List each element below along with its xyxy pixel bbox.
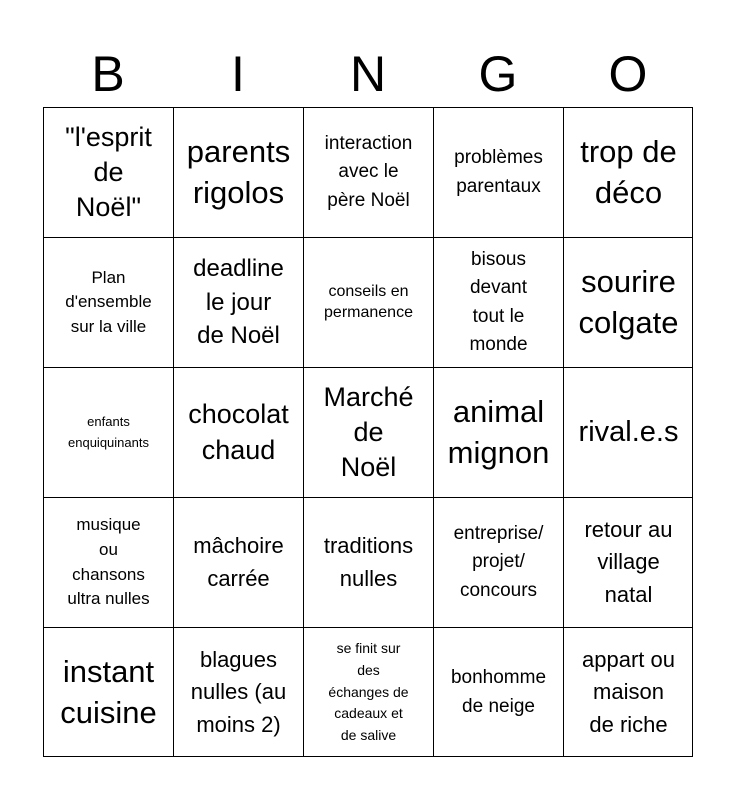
cell-label: animal mignon — [447, 393, 550, 470]
bingo-cell-r4-c2[interactable] — [303, 627, 433, 757]
header-letter-b: B — [91, 46, 125, 102]
bingo-cell-r1-c4[interactable] — [563, 237, 693, 367]
bingo-cell-r3-c4[interactable] — [563, 497, 693, 627]
cell-label: "l'esprit de Noël" — [65, 121, 152, 223]
cell-label: appart ou maison de riche — [582, 647, 675, 737]
cell-label: bisous devant tout le monde — [469, 249, 528, 355]
header-letter-i: I — [231, 46, 245, 102]
cell-label: rival.e.s — [578, 416, 679, 449]
cell-label: problèmes parentaux — [454, 147, 543, 197]
bingo-cell-r2-c2[interactable] — [303, 367, 433, 497]
bingo-cell-r4-c3[interactable] — [433, 627, 563, 757]
bingo-cell-r3-c1[interactable] — [173, 497, 303, 627]
bingo-cell-r0-c2[interactable] — [303, 107, 433, 237]
cell-label: entreprise/ projet/ concours — [453, 523, 544, 601]
bingo-cell-r4-c1[interactable] — [173, 627, 303, 757]
cell-label: musique ou chansons ultra nulles — [67, 515, 150, 609]
cell-label: retour au village natal — [584, 517, 673, 607]
bingo-header — [43, 40, 693, 108]
bingo-cell-r2-c1[interactable] — [173, 367, 303, 497]
cell-label: traditions nulles — [323, 533, 414, 591]
cell-label: trop de déco — [580, 133, 677, 210]
bingo-cell-r3-c2[interactable] — [303, 497, 433, 627]
cell-label: interaction avec le père Noël — [324, 133, 413, 211]
cell-label: Plan d'ensemble sur la ville — [65, 267, 152, 336]
bingo-cell-r4-c0[interactable] — [43, 627, 173, 757]
cell-label: deadline le jour de Noël — [193, 255, 284, 350]
header-letter-g: G — [478, 46, 518, 102]
cell-label: bonhomme de neige — [450, 667, 547, 717]
bingo-cell-r1-c2[interactable] — [303, 237, 433, 367]
bingo-cell-r0-c0[interactable] — [43, 107, 173, 237]
bingo-cell-r4-c4[interactable] — [563, 627, 693, 757]
cell-label: blagues nulles (au moins 2) — [190, 647, 287, 737]
header-letter-o: O — [608, 46, 648, 102]
header-letter-n: N — [349, 46, 387, 102]
bingo-cell-r2-c4[interactable] — [563, 367, 693, 497]
bingo-cell-r2-c3[interactable] — [433, 367, 563, 497]
bingo-cell-r2-c0[interactable] — [43, 367, 173, 497]
bingo-cell-r0-c4[interactable] — [563, 107, 693, 237]
bingo-cell-r0-c3[interactable] — [433, 107, 563, 237]
bingo-cell-r3-c0[interactable] — [43, 497, 173, 627]
bingo-cell-r1-c1[interactable] — [173, 237, 303, 367]
bingo-cell-r0-c1[interactable] — [173, 107, 303, 237]
cell-label: instant cuisine — [60, 653, 157, 730]
cell-label: enfants enquiquinants — [68, 414, 149, 450]
bingo-cell-r1-c3[interactable] — [433, 237, 563, 367]
cell-label: sourire colgate — [578, 263, 679, 340]
cell-label: conseils en permanence — [324, 282, 413, 321]
bingo-cell-r1-c0[interactable] — [43, 237, 173, 367]
cell-label: parents rigolos — [186, 133, 291, 210]
bingo-board — [43, 107, 693, 757]
cell-label: mâchoire carrée — [193, 533, 284, 591]
cell-label: se finit sur des échanges de cadeaux et de salive — [328, 640, 409, 744]
bingo-cell-r3-c3[interactable] — [433, 497, 563, 627]
cell-label: Marché de Noël — [323, 381, 414, 483]
cell-label: chocolat chaud — [188, 399, 289, 465]
